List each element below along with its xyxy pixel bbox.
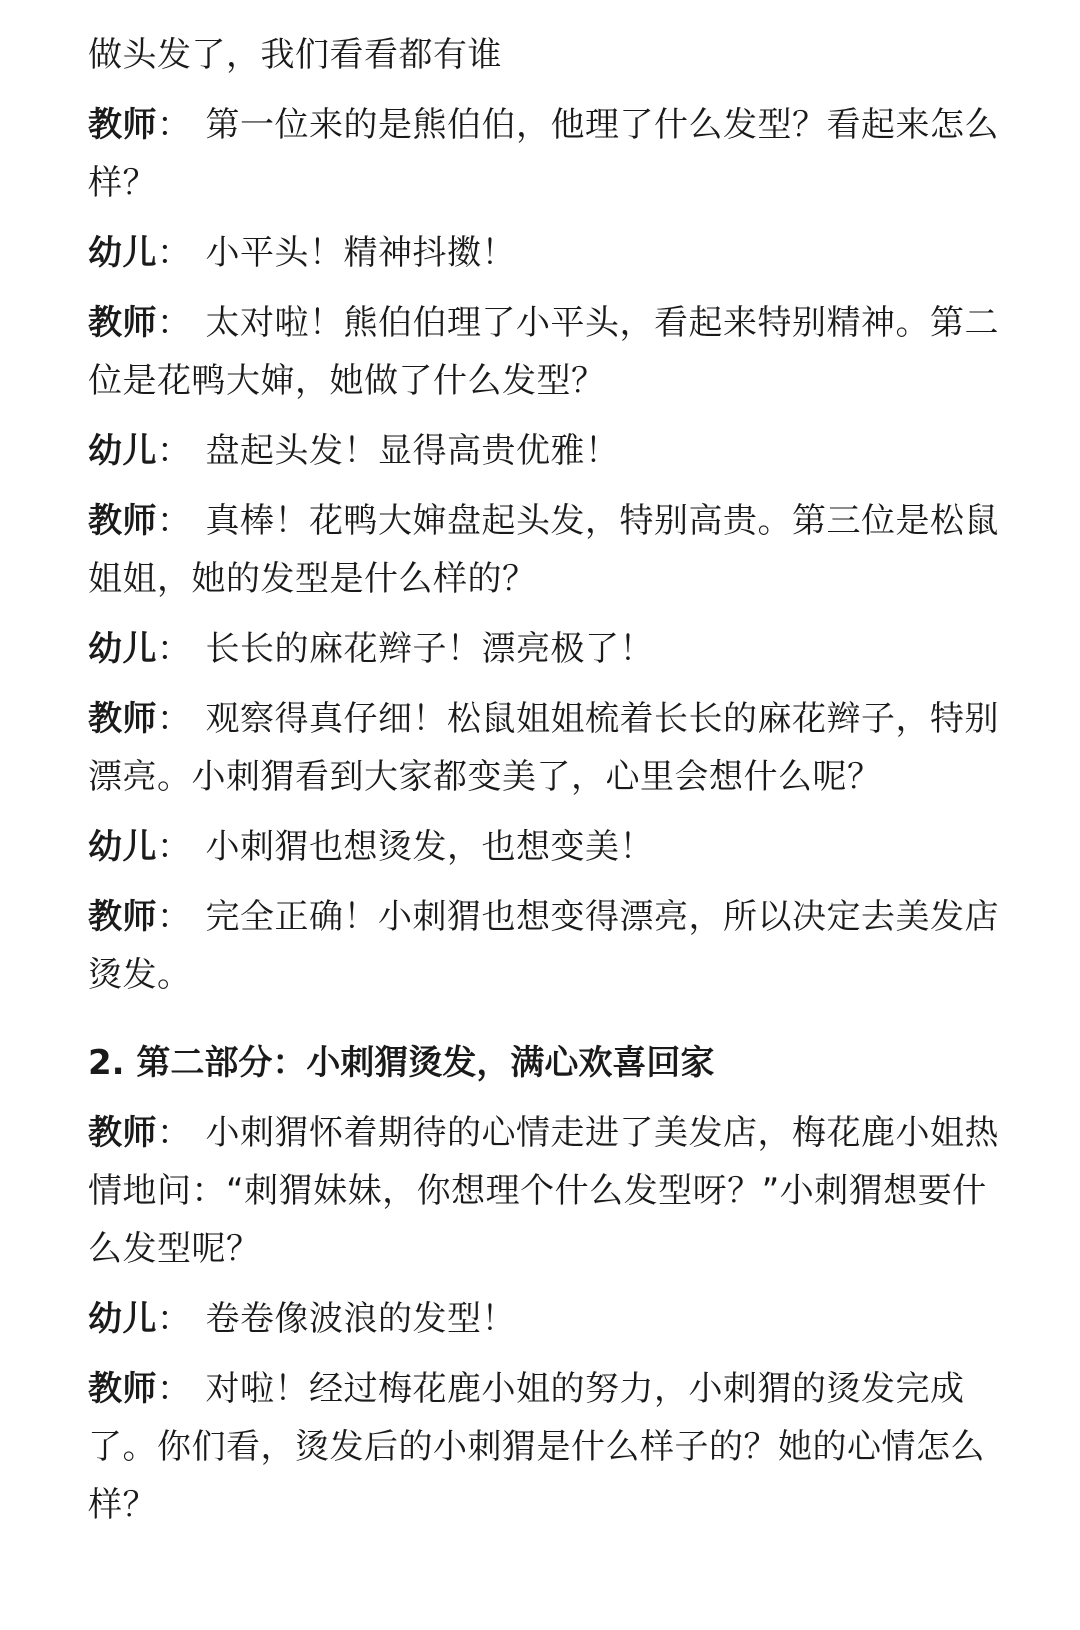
speaker-label: 教师 (88, 1369, 157, 1409)
speaker-label: 教师 (88, 897, 157, 937)
dialogue-line (88, 690, 1008, 806)
dialogue-line (88, 224, 1008, 282)
dialogue-text: 小刺猬也想烫发，也想变美！ (205, 827, 654, 867)
dialogue-line (88, 818, 1008, 876)
speaker-colon: ： (157, 233, 192, 273)
speaker-label: 幼儿 (88, 1299, 157, 1339)
speaker-label: 幼儿 (88, 233, 157, 273)
speaker-label: 教师 (88, 699, 157, 739)
speaker-label: 教师 (88, 1113, 157, 1153)
speaker-label: 教师 (88, 105, 157, 145)
speaker-colon: ： (157, 827, 192, 867)
speaker-colon: ： (157, 1113, 192, 1153)
paragraph-intro (88, 26, 1008, 84)
dialogue-line (88, 888, 1008, 1004)
dialogue-text: 长长的麻花辫子！漂亮极了！ (205, 629, 654, 669)
section-heading: 2. 第二部分：小刺猬烫发，满心欢喜回家 (88, 1043, 715, 1083)
document-body (88, 26, 1008, 1546)
speaker-colon: ： (157, 303, 192, 343)
paragraph-text: 做头发了，我们看看都有谁 (88, 35, 502, 75)
dialogue-text: 小平头！精神抖擞！ (205, 233, 516, 273)
speaker-colon: ： (157, 897, 192, 937)
dialogue-text: 完全正确！小刺猬也想变得漂亮，所以决定去美发店烫发。 (88, 897, 999, 995)
dialogue-line (88, 96, 1008, 212)
dialogue-line (88, 620, 1008, 678)
speaker-label: 教师 (88, 501, 157, 541)
dialogue-text: 真棒！花鸭大婶盘起头发，特别高贵。第三位是松鼠姐姐，她的发型是什么样的？ (88, 501, 999, 599)
speaker-colon: ： (157, 629, 192, 669)
dialogue-text: 观察得真仔细！松鼠姐姐梳着长长的麻花辫子，特别漂亮。小刺猬看到大家都变美了，心里会想什么呢？ (88, 699, 999, 797)
dialogue-text: 第一位来的是熊伯伯，他理了什么发型？看起来怎么样？ (88, 105, 999, 203)
dialogue-line (88, 294, 1008, 410)
speaker-colon: ： (157, 501, 192, 541)
speaker-label: 幼儿 (88, 827, 157, 867)
dialogue-text: 对啦！经过梅花鹿小姐的努力，小刺猬的烫发完成了。你们看，烫发后的小刺猬是什么样子的？她的心情怎么样？ (88, 1369, 985, 1525)
dialogue-text: 太对啦！熊伯伯理了小平头，看起来特别精神。第二位是花鸭大婶，她做了什么发型？ (88, 303, 999, 401)
speaker-label: 幼儿 (88, 431, 157, 471)
speaker-label: 幼儿 (88, 629, 157, 669)
dialogue-line (88, 1290, 1008, 1348)
speaker-colon: ： (157, 431, 192, 471)
speaker-colon: ： (157, 699, 192, 739)
dialogue-text: 盘起头发！显得高贵优雅！ (205, 431, 620, 471)
dialogue-line (88, 492, 1008, 608)
speaker-colon: ： (157, 1299, 192, 1339)
dialogue-line (88, 1104, 1008, 1278)
speaker-colon: ： (157, 1369, 192, 1409)
speaker-colon: ： (157, 105, 192, 145)
dialogue-text: 卷卷像波浪的发型！ (205, 1299, 516, 1339)
dialogue-line (88, 422, 1008, 480)
dialogue-line (88, 1360, 1008, 1534)
dialogue-text: 小刺猬怀着期待的心情走进了美发店，梅花鹿小姐热情地问：“刺猬妹妹，你想理个什么发型呀？”小刺猬想要什么发型呢？ (88, 1113, 999, 1269)
speaker-label: 教师 (88, 303, 157, 343)
